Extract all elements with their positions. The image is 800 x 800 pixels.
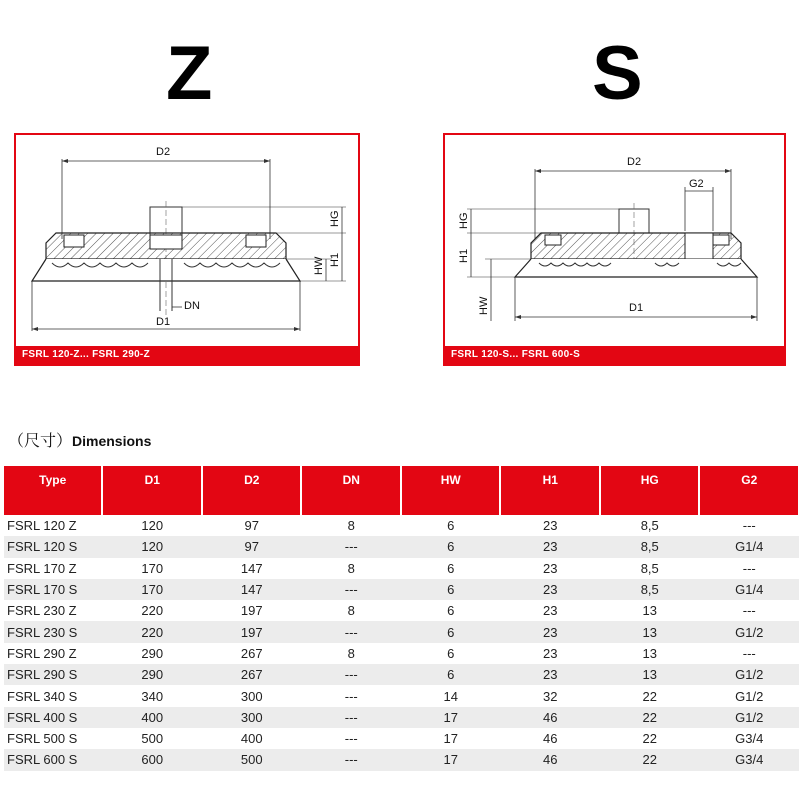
cell-g2: G1/2 xyxy=(699,685,799,706)
cell-hg: 13 xyxy=(600,664,700,685)
cell-hw: 6 xyxy=(401,621,501,642)
cell-d1: 170 xyxy=(102,579,202,600)
cell-hg: 8,5 xyxy=(600,515,700,536)
label-h1: H1 xyxy=(329,252,341,267)
dimensions-heading-en: Dimensions xyxy=(72,433,152,449)
label-d2-s: D2 xyxy=(627,156,642,168)
cell-g2: --- xyxy=(699,643,799,664)
cell-d1: 120 xyxy=(102,536,202,557)
label-hw-s: HW xyxy=(478,296,490,315)
cell-hg: 8,5 xyxy=(600,536,700,557)
cell-hw: 14 xyxy=(401,685,501,706)
label-g2: G2 xyxy=(689,178,704,190)
cell-hw: 6 xyxy=(401,664,501,685)
cell-d1: 170 xyxy=(102,558,202,579)
cell-dn: 8 xyxy=(301,600,401,621)
label-d2: D2 xyxy=(156,146,171,158)
cell-hg: 8,5 xyxy=(600,558,700,579)
cell-h1: 23 xyxy=(500,579,600,600)
cell-hg: 8,5 xyxy=(600,579,700,600)
label-hg-s: HG xyxy=(458,212,470,229)
table-body xyxy=(4,515,799,771)
cell-hw: 6 xyxy=(401,600,501,621)
cell-hw: 6 xyxy=(401,579,501,600)
cell-type: FSRL 290 Z xyxy=(4,643,102,664)
label-d1: D1 xyxy=(156,316,171,328)
cell-g2: G1/2 xyxy=(699,621,799,642)
cell-type: FSRL 230 Z xyxy=(4,600,102,621)
cell-dn: --- xyxy=(301,536,401,557)
cell-dn: 8 xyxy=(301,643,401,664)
cell-d1: 340 xyxy=(102,685,202,706)
cell-type: FSRL 400 S xyxy=(4,707,102,728)
cell-g2: G1/2 xyxy=(699,707,799,728)
cell-h1: 23 xyxy=(500,515,600,536)
label-hw: HW xyxy=(313,256,325,275)
cup-drawing-s xyxy=(445,135,784,347)
cell-d1: 120 xyxy=(102,515,202,536)
heading-s: S xyxy=(592,31,643,116)
table-row xyxy=(4,728,799,749)
table-row xyxy=(4,749,799,770)
table-header-row xyxy=(4,466,799,515)
table-row xyxy=(4,664,799,685)
drawing-panel-z xyxy=(14,133,360,366)
cell-dn: --- xyxy=(301,621,401,642)
cell-type: FSRL 290 S xyxy=(4,664,102,685)
label-d1-s: D1 xyxy=(629,302,644,314)
cell-hw: 6 xyxy=(401,643,501,664)
cell-h1: 46 xyxy=(500,749,600,770)
cell-d1: 500 xyxy=(102,728,202,749)
column-header-h1: H1 xyxy=(500,466,600,515)
cell-d2: 300 xyxy=(202,685,302,706)
column-header-d2: D2 xyxy=(202,466,302,515)
column-header-type: Type xyxy=(4,466,102,515)
table-row xyxy=(4,558,799,579)
cell-g2: G1/2 xyxy=(699,664,799,685)
cell-hw: 6 xyxy=(401,515,501,536)
cell-g2: G3/4 xyxy=(699,728,799,749)
cell-h1: 32 xyxy=(500,685,600,706)
cell-dn: 8 xyxy=(301,558,401,579)
cell-hw: 6 xyxy=(401,536,501,557)
dimensions-heading xyxy=(8,428,151,451)
table-row xyxy=(4,643,799,664)
cell-d2: 267 xyxy=(202,664,302,685)
column-header-d1: D1 xyxy=(102,466,202,515)
cell-dn: --- xyxy=(301,664,401,685)
cell-hg: 22 xyxy=(600,749,700,770)
cell-dn: 8 xyxy=(301,515,401,536)
cell-g2: --- xyxy=(699,558,799,579)
label-hg: HG xyxy=(329,210,341,227)
cell-hg: 13 xyxy=(600,621,700,642)
cell-hg: 13 xyxy=(600,643,700,664)
cell-dn: --- xyxy=(301,749,401,770)
cell-d1: 220 xyxy=(102,600,202,621)
cell-h1: 23 xyxy=(500,664,600,685)
cell-h1: 23 xyxy=(500,643,600,664)
cell-g2: G3/4 xyxy=(699,749,799,770)
cup-drawing-z xyxy=(16,135,358,347)
cell-d1: 220 xyxy=(102,621,202,642)
cell-type: FSRL 600 S xyxy=(4,749,102,770)
cell-hg: 22 xyxy=(600,728,700,749)
caption-z: FSRL 120-Z... FSRL 290-Z xyxy=(16,346,358,364)
cell-d1: 400 xyxy=(102,707,202,728)
table-row xyxy=(4,536,799,557)
caption-s: FSRL 120-S... FSRL 600-S xyxy=(445,346,784,364)
cell-type: FSRL 500 S xyxy=(4,728,102,749)
cell-h1: 23 xyxy=(500,621,600,642)
cell-hw: 6 xyxy=(401,558,501,579)
cell-type: FSRL 120 Z xyxy=(4,515,102,536)
cell-hg: 13 xyxy=(600,600,700,621)
cell-g2: G1/4 xyxy=(699,579,799,600)
cell-hg: 22 xyxy=(600,685,700,706)
cell-d1: 290 xyxy=(102,643,202,664)
cell-h1: 46 xyxy=(500,728,600,749)
table-row xyxy=(4,685,799,706)
cell-type: FSRL 170 Z xyxy=(4,558,102,579)
dimensions-table xyxy=(4,466,800,771)
cell-g2: G1/4 xyxy=(699,536,799,557)
cell-hg: 22 xyxy=(600,707,700,728)
table-row xyxy=(4,600,799,621)
cell-h1: 46 xyxy=(500,707,600,728)
cell-d2: 147 xyxy=(202,579,302,600)
cell-d2: 147 xyxy=(202,558,302,579)
cell-h1: 23 xyxy=(500,600,600,621)
table-row xyxy=(4,579,799,600)
cell-d2: 97 xyxy=(202,536,302,557)
table-row xyxy=(4,707,799,728)
cell-d2: 300 xyxy=(202,707,302,728)
cell-d1: 600 xyxy=(102,749,202,770)
cell-type: FSRL 230 S xyxy=(4,621,102,642)
table-row xyxy=(4,515,799,536)
column-header-g2: G2 xyxy=(699,466,799,515)
cell-d2: 97 xyxy=(202,515,302,536)
cell-d2: 197 xyxy=(202,621,302,642)
cell-h1: 23 xyxy=(500,536,600,557)
drawing-panel-s xyxy=(443,133,786,366)
cell-dn: --- xyxy=(301,579,401,600)
cell-d2: 267 xyxy=(202,643,302,664)
cell-dn: --- xyxy=(301,728,401,749)
cell-type: FSRL 340 S xyxy=(4,685,102,706)
table-row xyxy=(4,621,799,642)
label-dn: DN xyxy=(184,300,200,312)
label-h1-s: H1 xyxy=(458,248,470,263)
column-header-dn: DN xyxy=(301,466,401,515)
cell-dn: --- xyxy=(301,685,401,706)
heading-z: Z xyxy=(166,31,213,116)
cell-d1: 290 xyxy=(102,664,202,685)
cell-d2: 500 xyxy=(202,749,302,770)
cell-type: FSRL 170 S xyxy=(4,579,102,600)
cell-type: FSRL 120 S xyxy=(4,536,102,557)
cell-d2: 400 xyxy=(202,728,302,749)
column-header-hg: HG xyxy=(600,466,700,515)
cell-h1: 23 xyxy=(500,558,600,579)
cell-hw: 17 xyxy=(401,749,501,770)
cell-g2: --- xyxy=(699,600,799,621)
cell-g2: --- xyxy=(699,515,799,536)
column-header-hw: HW xyxy=(401,466,501,515)
cell-d2: 197 xyxy=(202,600,302,621)
cell-dn: --- xyxy=(301,707,401,728)
cell-hw: 17 xyxy=(401,707,501,728)
cell-hw: 17 xyxy=(401,728,501,749)
dimensions-heading-cn: （尺寸） xyxy=(8,431,73,450)
